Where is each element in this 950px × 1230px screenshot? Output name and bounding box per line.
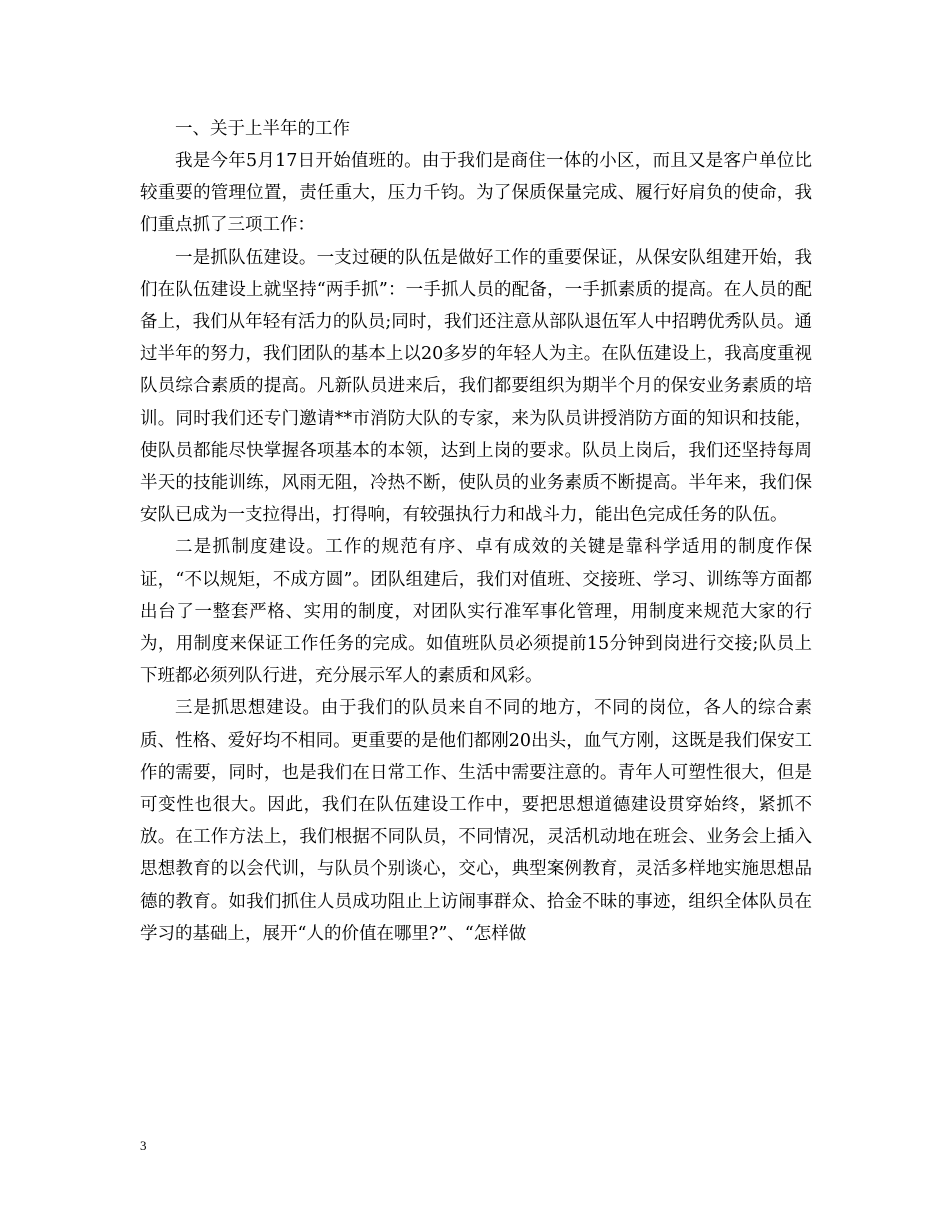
paragraph-ideology-building: 三是抓思想建设。由于我们的队员来自不同的地方，不同的岗位，各人的综合素质、性格、爱好均不相同。更重要的是他们都刚20出头，血气方刚，这既是我们保安工作的需要，同时，也是我们在日常工作、生活中需要注意的。青年人可塑性很大，但是可变性也很大。因此，我们在队伍建设工作中，要把思想道德建设贯穿始终，紧抓不放。在工作方法上，我们根据不同队员，不同情况，灵活机动地在班会、业务会上插入思想教育的以会代训，与队员个别谈心，交心，典型案例教育，灵活多样地实施思想品德的教育。如我们抓住人员成功阻止上访闹事群众、拾金不昧的事迹，组织全体队员在学习的基础上，展开“人的价值在哪里?”、“怎样做 (140, 698, 812, 944)
page-number: 3 (140, 1138, 147, 1153)
paragraph-team-building: 一是抓队伍建设。一支过硬的队伍是做好工作的重要保证，从保安队组建开始，我们在队伍建设上就坚持“两手抓”：一手抓人员的配备，一手抓素质的提高。在人员的配备上，我们从年轻有活力的队员;同时，我们还注意从部队退伍军人中招聘优秀队员。通过半年的努力，我们团队的基本上以20多岁的年轻人为主。在队伍建设上，我高度重视队员综合素质的提高。凡新队员进来后，我们都要组织为期半个月的保安业务素质的培训。同时我们还专门邀请**市消防大队的专家，来为队员讲授消防方面的知识和技能，使队员都能尽快掌握各项基本的本领，达到上岗的要求。队员上岗后，我们还坚持每周半天的技能训练，风雨无阻，冷热不断，使队员的业务素质不断提高。半年来，我们保安队已成为一支拉得出，打得响，有较强执行力和战斗力，能出色完成任务的队伍。 (140, 247, 812, 526)
section-heading: 一、关于上半年的工作 (175, 119, 350, 139)
paragraph-system-building: 二是抓制度建设。工作的规范有序、卓有成效的关键是靠科学适用的制度作保证，“不以规矩，不成方圆”。团队组建后，我们对值班、交接班、学习、训练等方面都出台了一整套严格、实用的制度，对团队实行准军事化管理，用制度来规范大家的行为，用制度来保证工作任务的完成。如值班队员必须提前15分钟到岗进行交接;队员上下班都必须列队行进，充分展示军人的素质和风彩。 (140, 537, 812, 687)
paragraph-intro: 我是今年5月17日开始值班的。由于我们是商住一体的小区，而且又是客户单位比较重要的管理位置，责任重大，压力千钧。为了保质保量完成、履行好肩负的使命，我们重点抓了三项工作： (140, 151, 812, 236)
document-body (140, 113, 812, 950)
